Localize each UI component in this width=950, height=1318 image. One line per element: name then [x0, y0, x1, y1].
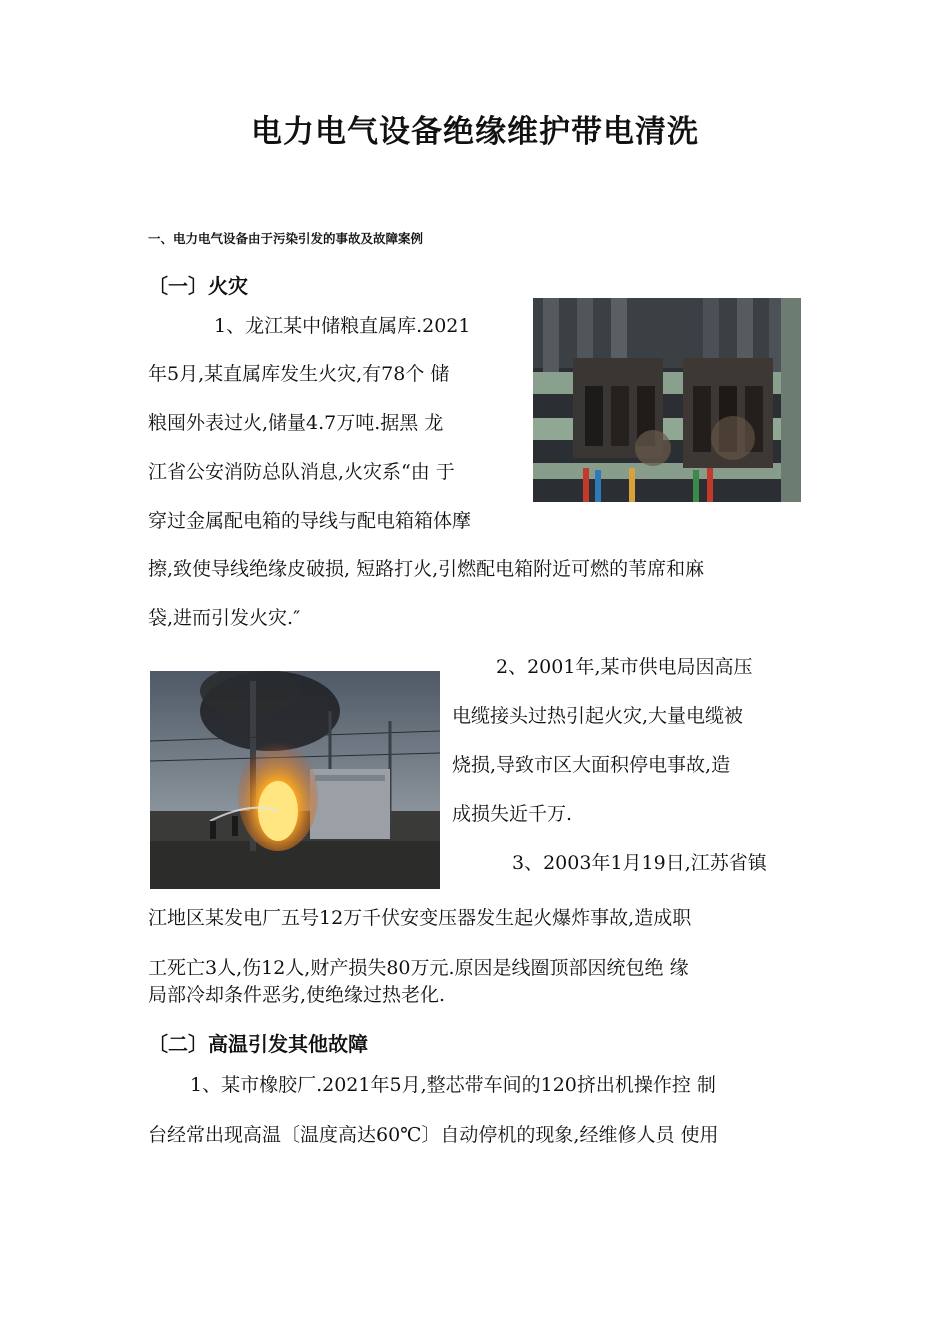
- case1-line-6: 擦,致使导线绝缘皮破损, 短路打火,引燃配电箱附近可燃的苇席和麻: [148, 558, 705, 580]
- case2-line-4: 成损失近千万.: [452, 803, 573, 825]
- case1-line-1: 1、龙江某中储粮直属库.2021: [214, 315, 471, 337]
- case1-line-5: 穿过金属配电箱的导线与配电箱箱体摩: [148, 510, 472, 532]
- case2-line-3: 烧损,导致市区大面积停电事故,造: [452, 754, 731, 776]
- page-title: 电力电气设备绝缘维护带电清洗: [251, 114, 699, 150]
- case1-line-3: 粮囤外表过火,储量4.7万吨.据黑 龙: [148, 412, 444, 434]
- case4-line-1: 1、某市橡胶厂.2021年5月,整芯带车间的120挤出机操作控 制: [190, 1074, 716, 1096]
- section-heading: 一、电力电气设备由于污染引发的事故及故障案例: [148, 231, 424, 246]
- case3-line-1: 3、2003年1月19日,江苏省镇: [512, 852, 767, 874]
- burnt-switchgear-image: [533, 298, 801, 502]
- case3-line-4: 局部冷却条件恶劣,使绝缘过热老化.: [148, 984, 446, 1006]
- case3-line-3: 工死亡3人,伤12人,财产损失80万元.原因是线圈顶部因统包绝 缘: [148, 957, 689, 979]
- case2-line-1: 2、2001年,某市供电局因高压: [496, 656, 753, 678]
- case1-line-2: 年5月,某直属库发生火灾,有78个 储: [148, 363, 450, 385]
- case2-line-2: 电缆接头过热引起火灾,大量电缆被: [452, 705, 744, 727]
- subsection-heading-fire: 〔一〕火灾: [148, 274, 248, 298]
- case1-line-4: 江省公安消防总队消息,火灾系“由 于: [148, 461, 455, 483]
- case3-line-2: 江地区某发电厂五号12万千伏安变压器发生起火爆炸事故,造成职: [148, 907, 692, 929]
- case4-line-2: 台经常出现高温〔温度高达60℃〕自动停机的现象,经维修人员 使用: [148, 1124, 719, 1146]
- substation-fire-image: [150, 671, 440, 889]
- case1-line-7: 袋,进而引发火灾.″: [148, 607, 301, 629]
- subsection-heading-high-temperature: 〔二〕高温引发其他故障: [148, 1032, 368, 1056]
